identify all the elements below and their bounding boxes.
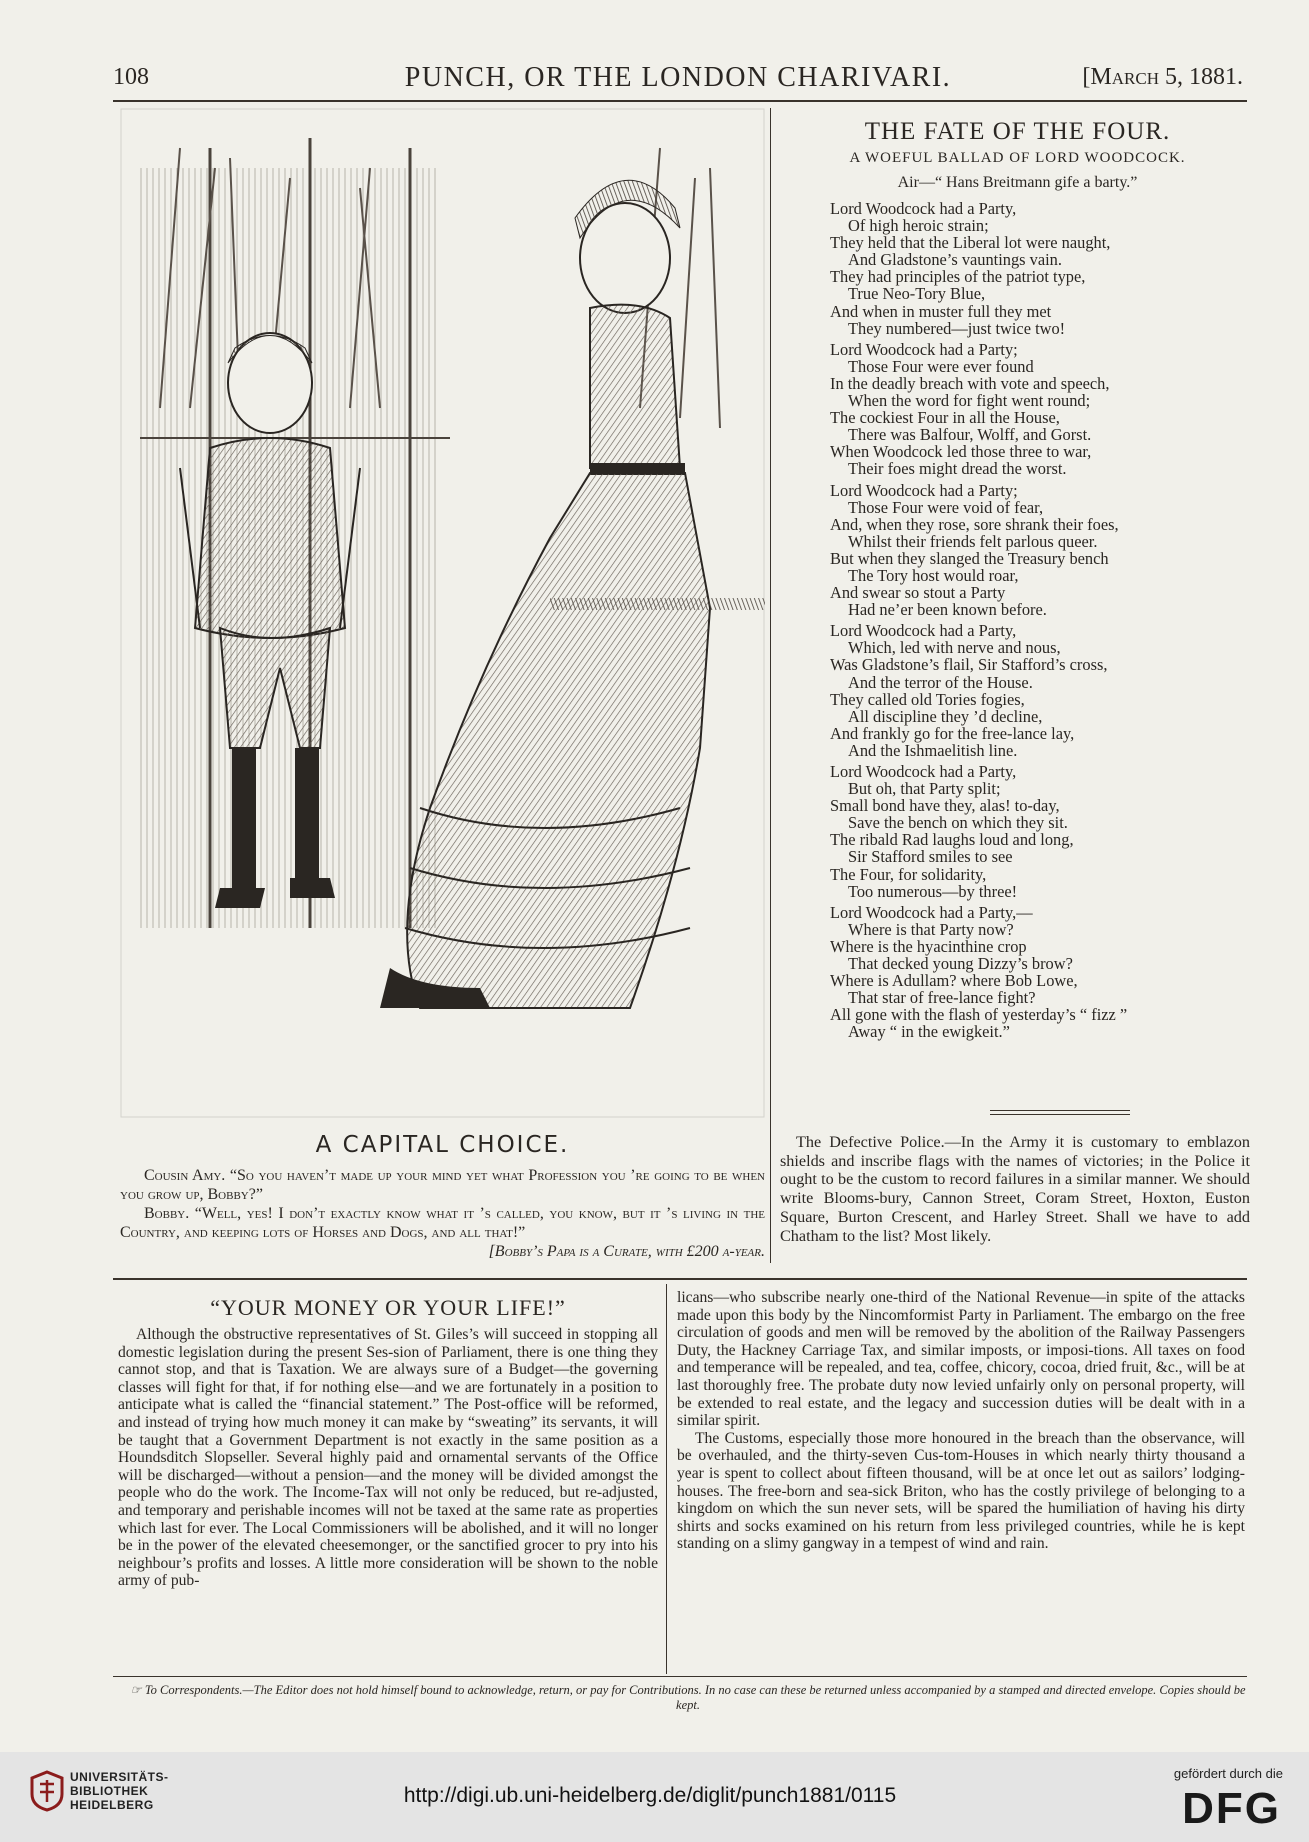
poem-stanza (830, 622, 1250, 759)
poem-line: And the terror of the House. (848, 672, 1033, 692)
dfg-logo[interactable]: DFG (1182, 1784, 1281, 1833)
caption-attribution: [Bobby’s Papa is a Curate, with £200 a-year. (488, 1243, 765, 1260)
poem-line: The Tory host would roar, (848, 565, 1019, 585)
university-library-logo[interactable] (30, 1766, 178, 1826)
poem-line: Small bond have they, alas! to-day, (830, 796, 1060, 816)
poem-line: Lord Woodcock had a Party, (830, 621, 1017, 641)
poem-stanza (830, 341, 1250, 478)
poem-line: The cockiest Four in all the House, (830, 408, 1060, 428)
poem-line: Was Gladstone’s flail, Sir Stafford’s cross, (830, 655, 1108, 675)
poem-line: All gone with the flash of yesterday’s “ fizz ” (830, 1005, 1128, 1025)
poem-line: There was Balfour, Wolff, and Gorst. (848, 425, 1092, 445)
poem-stanza (830, 200, 1250, 337)
poem-line: Lord Woodcock had a Party, (830, 762, 1017, 781)
cartoon-title: A CAPITAL CHOICE. (315, 1132, 570, 1158)
poem-line: They called old Tories fogies, (830, 689, 1025, 709)
poem-line: And when in muster full they met (830, 301, 1052, 321)
article-paragraph: Although the obstructive representatives of St. Giles’s will succeed in stopping all domestic legislation during the present Ses-sion of Parliament, there is one thing they cannot stop, and that is Taxation. We are always sure of a Budget—the governing classes will fight for that, if for nothing else—and we are fortunately in a position to anticipate what is called the “financial statement.” The Post-office will be reformed, and instead of trying how much money it can make by “sweating” its servants, it will be taught that a Government Department is not exactly in the same position as a Houndsditch Slopseller. Several highly paid and ornamental servants of the Office will be discharged—without a pension—and the money will be divided amongst the people who do the work. The Income-Tax will not only be reduced, but re-adjusted, and temporary and perishable incomes will not be taxed at the same rate as properties which last for ever. The Local Commissioners will be abolished, and it will no longer be in the power of the elevated cheesemonger, or the sanctified grocer to pry into his neighbour’s profits and losses. A little more consideration will be shown to the noble army of pub- (118, 1326, 658, 1590)
poem-line: That star of free-lance fight? (848, 988, 1036, 1008)
poem-line: Sir Stafford smiles to see (848, 847, 1013, 867)
sponsor-caption: gefördert durch die (1173, 1766, 1283, 1781)
poem-line: The Four, for solidarity, (830, 864, 987, 884)
poem-body (830, 200, 1250, 1045)
cartoon-caption (120, 1166, 765, 1261)
column-divider (770, 108, 771, 1263)
institution-line: UNIVERSITÄTS- (70, 1770, 169, 1784)
poem-line: All discipline they ’d decline, (848, 706, 1043, 726)
page-header (113, 64, 1243, 100)
poem-line: Lord Woodcock had a Party,— (830, 902, 1033, 922)
poem-line: Where is that Party now? (848, 919, 1014, 939)
header-rule (113, 100, 1247, 102)
poem-line: True Neo-Tory Blue, (848, 284, 986, 304)
article-left-column (118, 1326, 658, 1590)
poem-line: They numbered—just twice two! (848, 318, 1066, 338)
poem-line: Whilst their friends felt parlous queer. (848, 531, 1098, 551)
institution-line: HEIDELBERG (70, 1798, 154, 1812)
poem-line: But oh, that Party split; (848, 779, 1001, 799)
poem-stanza (830, 904, 1250, 1041)
poem-line: Those Four were void of fear, (848, 497, 1044, 517)
poem-line: Away “ in the ewigkeit.” (848, 1022, 1010, 1042)
poem-line: Where is the hyacinthine crop (830, 936, 1027, 956)
defective-police-text: The Defective Police.—In the Army it is customary to emblazon shields and inscribe flags with the names of victories; in the Police it ought to be the custom to record failures in a similar manner. We should write Blooms-bury, Cannon Street, Coram Street, Hoxton, Euston Square, Burton Crescent, and Harley Street. Shall we have to add Chatham to the list? Most likely. (780, 1133, 1250, 1245)
article-column-divider (666, 1284, 667, 1674)
poem-line: Save the bench on which they sit. (848, 813, 1068, 833)
poem-line: Lord Woodcock had a Party; (830, 339, 1018, 359)
poem-title: THE FATE OF THE FOUR. (864, 118, 1171, 145)
institution-line: BIBLIOTHEK (70, 1784, 149, 1798)
poem-line: And, when they rose, sore shrank their foes, (830, 514, 1119, 534)
permalink-url[interactable]: http://digi.ub.uni-heidelberg.de/diglit/punch1881/0115 (403, 1784, 897, 1807)
article-paragraph: licans—who subscribe nearly one-third of the National Revenue—in spite of the attacks made upon this body by the Nincomformist Party in Parliament. The embargo on the free circulation of goods and men will be removed by the abolition of the Railway Passengers Duty, the Hackney Carriage Tax, and similar imposts, or imposi-tions. All taxes on food and temperance will be repealed, and tea, coffee, chicory, cocoa, dried fruit, &c., will be at last thoroughly free. The probate duty now levied unfairly only on personal property, will be extended to real estate, and the legacy and succession duties will be dealt with in a similar spirit. (677, 1289, 1245, 1430)
poem-line: And the Ishmaelitish line. (848, 740, 1018, 760)
cartoon-illustration (120, 108, 765, 1118)
poem-line: Their foes might dread the worst. (848, 459, 1067, 479)
article-right-column (677, 1289, 1245, 1553)
poem-line: And Gladstone’s vauntings vain. (848, 250, 1062, 270)
poem-line: They held that the Liberal lot were naught, (830, 233, 1111, 253)
section-rule (113, 1278, 1247, 1280)
poem-air: Air—“ Hans Breitmann gife a barty.” (897, 174, 1138, 191)
poem-line: Which, led with nerve and nous, (848, 638, 1061, 658)
viewer-footer (0, 1752, 1309, 1842)
poem-line: When Woodcock led those three to war, (830, 442, 1092, 462)
notice-rule (113, 1676, 1247, 1677)
poem-line: Lord Woodcock had a Party; (830, 480, 1018, 500)
article-paragraph: The Customs, especially those more honoured in the breach than the observance, will be overhauled, and the thirty-seven Cus-tom-Houses in which nearly thirty thousand a year is spent to collect about fifteen thousand, will be at once let out as sailors’ lodging-houses. The free-born and sea-sick Briton, who has the costly privilege of belonging to a kingdom on which the sun never sets, will be spared the humiliation of having his dirty shirts and socks examined on his return from less privileged countries, while he is kept standing on a slimy gangway in a tempest of wind and rain. (677, 1429, 1245, 1553)
issue-date: [March 5, 1881. (1082, 64, 1243, 90)
page-number: 108 (113, 64, 149, 90)
poem-stanza (830, 763, 1250, 900)
poem-line: And swear so stout a Party (830, 583, 1006, 603)
poem-line: Lord Woodcock had a Party, (830, 199, 1017, 218)
poem-line: Too numerous—by three! (848, 881, 1018, 901)
poem-line: And frankly go for the free-lance lay, (830, 723, 1075, 743)
poem-line: That decked young Dizzy’s brow? (848, 954, 1073, 974)
poem-line: In the deadly breach with vote and speech, (830, 373, 1110, 393)
library-crest-icon (30, 1770, 64, 1812)
poem-end-rule (990, 1114, 1130, 1115)
poem-line: They had principles of the patriot type, (830, 267, 1086, 287)
poem-line: Had ne’er been known before. (848, 600, 1047, 620)
publication-title: PUNCH, OR THE LONDON CHARIVARI. (404, 62, 952, 93)
caption-line-bobby: Bobby. “Well, yes! I don’t exactly know what it ’s called, you know, but it ’s living in the Country, and keeping lots of Horses and Dogs, and all that!” [Bobby’s Papa is a Curate, with £200 a-year. (120, 1205, 765, 1260)
article-title: “YOUR MONEY OR YOUR LIFE!” (210, 1295, 566, 1320)
poem-subtitle: A WOEFUL BALLAD OF LORD WOODCOCK. (849, 150, 1186, 166)
poem-stanza (830, 482, 1250, 619)
poem-line: Those Four were ever found (848, 356, 1034, 376)
caption-line-amy: Cousin Amy. “So you haven’t made up your mind yet what Profession you ’re going to be when you grow up, Bobby?” (120, 1167, 765, 1203)
poem-end-rule (990, 1110, 1130, 1111)
poem-line: When the word for fight went round; (848, 391, 1091, 411)
poem-line: The ribald Rad laughs loud and long, (830, 830, 1074, 850)
poem-line: Of high heroic strain; (848, 216, 989, 236)
poem-line: Where is Adullam? where Bob Lowe, (830, 971, 1078, 991)
defective-police-paragraph (780, 1133, 1250, 1245)
correspondents-notice: ☞ To Correspondents.—The Editor does not hold himself bound to acknowledge, return, or pay for Contributions. In no case can these be returned unless accompanied by a stamped and directed envelope. Copies should be kept. (130, 1683, 1246, 1712)
poem-line: But when they slanged the Treasury bench (830, 548, 1109, 568)
